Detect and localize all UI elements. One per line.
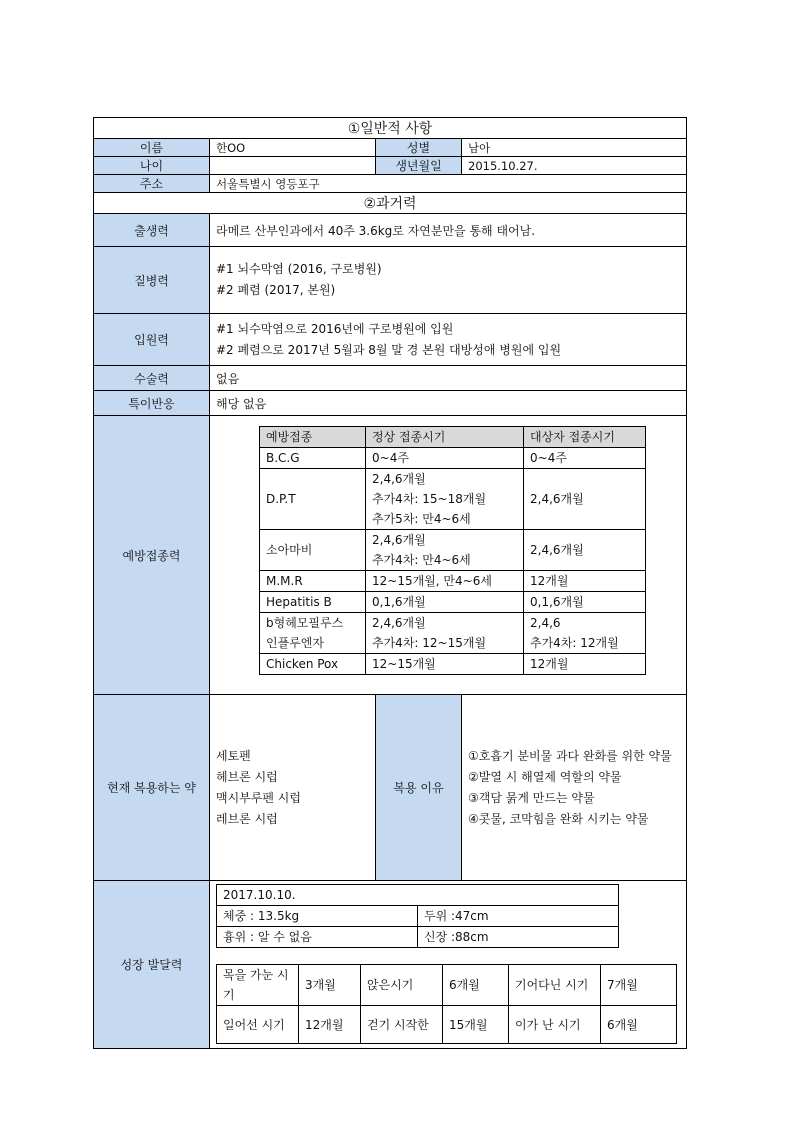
- reason-item: ③객담 묽게 만드는 약물: [468, 790, 595, 805]
- vaccine-normal-schedule: [366, 469, 524, 530]
- vaccine-normal-schedule: [366, 654, 524, 675]
- vaccine-subject-schedule-line: 2,4,6개월: [530, 543, 584, 557]
- vaccination-row: [260, 448, 646, 469]
- reason-list: [462, 695, 687, 881]
- birth-value: 라메르 산부인과에서 40주 3.6kg로 자연분만을 통해 태어남.: [210, 214, 687, 247]
- name-label: 이름: [94, 139, 210, 157]
- address-value: 서울특별시 영등포구: [210, 175, 687, 193]
- patient-record-sheet: [93, 117, 686, 1049]
- vaccine-normal-schedule-line: 추가4차: 12~15개월: [372, 636, 487, 650]
- dob-label: 생년월일: [376, 157, 462, 175]
- medication-label: 현재 복용하는 약: [94, 695, 210, 881]
- sex-value: 남아: [462, 139, 687, 157]
- vaccination-header: 예방접종: [260, 427, 366, 448]
- vaccination-table: [259, 426, 646, 675]
- vaccination-header: 정상 접종시기: [366, 427, 524, 448]
- vaccination-cell: [210, 416, 687, 695]
- vaccine-normal-schedule-line: 0~4주: [372, 451, 409, 465]
- medication-item: 맥시부루펜 시럽: [216, 790, 301, 805]
- vaccine-name-line: Hepatitis B: [266, 595, 332, 609]
- vaccine-subject-schedule: [524, 448, 646, 469]
- growth-height: 신장 :88cm: [418, 927, 619, 948]
- growth-date: 2017.10.10.: [217, 885, 619, 906]
- vaccine-name: [260, 654, 366, 675]
- surgery-label: 수술력: [94, 366, 210, 391]
- vaccination-row: [260, 592, 646, 613]
- address-label: 주소: [94, 175, 210, 193]
- section-history-title: ②과거력: [94, 193, 687, 214]
- growth-head: 두위 :47cm: [418, 906, 619, 927]
- growth-chest: 흉위 : 알 수 없음: [217, 927, 418, 948]
- reason-item: ②발열 시 해열제 역할의 약물: [468, 769, 622, 784]
- vaccination-label: 예방접종력: [94, 416, 210, 695]
- vaccination-row: [260, 469, 646, 530]
- vaccine-normal-schedule-line: 추가4차: 만4~6세: [372, 553, 471, 567]
- growth-cell: [210, 881, 687, 1049]
- vaccination-row: [260, 654, 646, 675]
- name-value: 한OO: [210, 139, 376, 157]
- growth-weight: 체중 : 13.5kg: [217, 906, 418, 927]
- vaccine-normal-schedule-line: 추가4차: 15~18개월: [372, 492, 487, 506]
- vaccine-name-line: D.P.T: [266, 492, 296, 506]
- age-label: 나이: [94, 157, 210, 175]
- admission-item: #2 폐렴으로 2017년 5월과 8월 말 경 본원 대방성애 병원에 입원: [216, 342, 562, 357]
- vaccine-subject-schedule: [524, 530, 646, 571]
- vaccine-subject-schedule: [524, 592, 646, 613]
- disease-label: 질병력: [94, 247, 210, 314]
- dob-value: 2015.10.27.: [462, 157, 687, 175]
- reason-item: ①호흡기 분비물 과다 완화를 위한 약물: [468, 748, 672, 763]
- disease-item: #1 뇌수막염 (2016, 구로병원): [216, 262, 382, 276]
- vaccine-name-line: 소아마비: [266, 543, 313, 557]
- admission-label: 입원력: [94, 314, 210, 366]
- vaccine-subject-schedule-line: 2,4,6개월: [530, 492, 584, 506]
- vaccine-name: [260, 592, 366, 613]
- vaccine-subject-schedule-line: 2,4,6: [530, 616, 561, 630]
- vaccine-name-line: b형헤모필루스: [266, 616, 344, 630]
- reason-item: ④콧물, 코막힘을 완화 시키는 약물: [468, 811, 649, 826]
- vaccination-rows: [260, 448, 646, 675]
- vaccine-name-line: B.C.G: [266, 451, 300, 465]
- milestone-cell: 걷기 시작한: [361, 1006, 443, 1044]
- vaccination-row: [260, 530, 646, 571]
- reason-label: 복용 이유: [376, 695, 462, 881]
- milestone-cell: 15개월: [443, 1006, 509, 1044]
- milestone-cell: 목을 가눈 시기: [217, 965, 299, 1006]
- vaccine-normal-schedule-line: 2,4,6개월: [372, 533, 426, 547]
- vaccine-subject-schedule-line: 12개월: [530, 574, 569, 588]
- milestone-cell: 일어선 시기: [217, 1006, 299, 1044]
- vaccine-normal-schedule-line: 추가5차: 만4~6세: [372, 512, 471, 526]
- reaction-value: 해당 없음: [210, 391, 687, 416]
- milestone-cell: 3개월: [299, 965, 361, 1006]
- reaction-label: 특이반응: [94, 391, 210, 416]
- sex-label: 성별: [376, 139, 462, 157]
- milestone-cell: 6개월: [601, 1006, 677, 1044]
- vaccine-normal-schedule: [366, 613, 524, 654]
- vaccine-name-line: M.M.R: [266, 574, 303, 588]
- vaccine-name: [260, 530, 366, 571]
- disease-list: [210, 247, 687, 314]
- milestone-table: [216, 964, 677, 1044]
- medication-list: [210, 695, 376, 881]
- admission-list: [210, 314, 687, 366]
- section-general-title: ①일반적 사항: [94, 118, 687, 139]
- vaccine-subject-schedule-line: 12개월: [530, 657, 569, 671]
- vaccine-subject-schedule-line: 0,1,6개월: [530, 595, 584, 609]
- patient-record-table: [93, 117, 687, 1049]
- vaccine-normal-schedule: [366, 592, 524, 613]
- admission-item: #1 뇌수막염으로 2016년에 구로병원에 입원: [216, 321, 454, 336]
- vaccine-subject-schedule: [524, 469, 646, 530]
- vaccine-subject-schedule-line: 추가4차: 12개월: [530, 636, 619, 650]
- vaccine-name: [260, 613, 366, 654]
- vaccine-subject-schedule: [524, 571, 646, 592]
- vaccine-normal-schedule-line: 2,4,6개월: [372, 616, 426, 630]
- milestone-cell: 기어다닌 시기: [509, 965, 601, 1006]
- medication-item: 헤브론 시럽: [216, 769, 278, 784]
- milestone-cell: 이가 난 시기: [509, 1006, 601, 1044]
- vaccine-name: [260, 448, 366, 469]
- vaccine-name-line: 인플루엔자: [266, 636, 324, 650]
- milestone-cell: 12개월: [299, 1006, 361, 1044]
- vaccine-normal-schedule: [366, 448, 524, 469]
- vaccine-name: [260, 571, 366, 592]
- milestone-cell: 7개월: [601, 965, 677, 1006]
- disease-item: #2 폐렴 (2017, 본원): [216, 283, 336, 297]
- medication-item: 세토펜: [216, 748, 251, 763]
- vaccine-subject-schedule: [524, 613, 646, 654]
- vaccination-row: [260, 571, 646, 592]
- vaccination-header: 대상자 접종시기: [524, 427, 646, 448]
- vaccine-subject-schedule-line: 0~4주: [530, 451, 567, 465]
- vaccine-normal-schedule-line: 12~15개월: [372, 657, 436, 671]
- age-value: [210, 157, 376, 175]
- vaccine-normal-schedule-line: 2,4,6개월: [372, 472, 426, 486]
- milestone-cell: 앉은시기: [361, 965, 443, 1006]
- surgery-value: 없음: [210, 366, 687, 391]
- vaccine-subject-schedule: [524, 654, 646, 675]
- vaccine-name: [260, 469, 366, 530]
- birth-label: 출생력: [94, 214, 210, 247]
- medication-item: 레브론 시럽: [216, 811, 278, 826]
- vaccine-normal-schedule-line: 12~15개월, 만4~6세: [372, 574, 492, 588]
- growth-label: 성장 발달력: [94, 881, 210, 1049]
- vaccine-normal-schedule-line: 0,1,6개월: [372, 595, 426, 609]
- vaccine-name-line: Chicken Pox: [266, 657, 339, 671]
- vaccine-normal-schedule: [366, 530, 524, 571]
- vaccine-normal-schedule: [366, 571, 524, 592]
- growth-measure-table: [216, 884, 619, 948]
- vaccination-row: [260, 613, 646, 654]
- milestone-cell: 6개월: [443, 965, 509, 1006]
